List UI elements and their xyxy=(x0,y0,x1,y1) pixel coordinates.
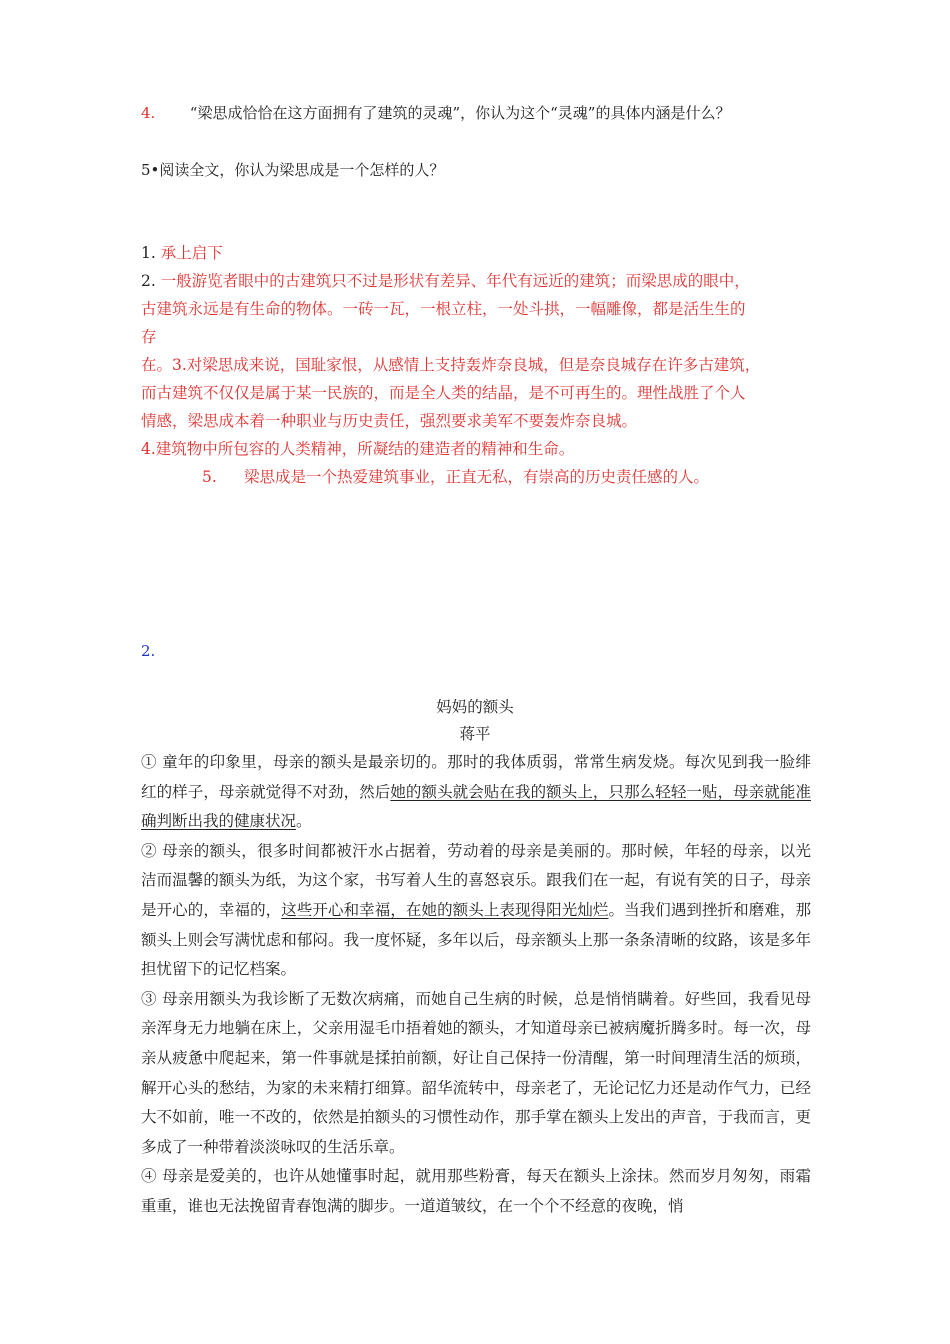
answer-2-line-3: 存 xyxy=(141,328,157,346)
essay-author: 蒋平 xyxy=(459,725,491,743)
section-2-label: 2. xyxy=(141,642,156,660)
answer-1-number: 1. xyxy=(141,244,156,262)
answer-2-number: 2. xyxy=(141,272,156,290)
essay-body xyxy=(141,748,811,1222)
essay-paragraph-1 xyxy=(141,748,811,837)
answer-2-line-1 xyxy=(141,267,750,295)
paragraph-2-end: 。当我们遇到挫折和磨难，那额头上则会写满忧虑和郁闷。我一度怀疑，多年以后，母亲额头上那一条条清晰的纹路，该是多年担忧留下的记忆档案。 xyxy=(141,900,811,979)
answer-5 xyxy=(202,463,709,491)
paragraph-1-end: 。 xyxy=(296,812,312,831)
essay-paragraph-2 xyxy=(141,837,811,985)
answer-5-text: 梁思成是一个热爱建筑事业，正直无私，有崇高的历史责任感的人。 xyxy=(243,468,709,486)
answer-2-text-1: 一般游览者眼中的古建筑只不过是形状有差异、年代有远近的建筑；而梁思成的眼中， xyxy=(160,272,750,290)
paragraph-2-text: ② 母亲的额头，很多时间都被汗水占据着，劳动着的母亲是美丽的。那时候，年轻的母亲，以光洁而温馨的额头为纸，为这个家，书写着人生的喜怒哀乐。跟我们在一起，有说有笑的日子，母亲是开心的，幸福的， xyxy=(141,841,811,919)
essay-title: 妈妈的额头 xyxy=(436,698,514,716)
answer-2-line-2: 古建筑永远是有生命的物体。一砖一瓦，一根立柱，一处斗拱，一幅雕像，都是活生生的 xyxy=(141,300,746,318)
answer-3-line-3: 情感，梁思成本着一种职业与历史责任，强烈要求美军不要轰炸奈良城。 xyxy=(141,412,638,430)
paragraph-1-text: ① 童年的印象里，母亲的额头是最亲切的。那时的我体质弱，常常生病发烧。每次见到我一脸绯红的样子，母亲就觉得不对劲，然后 xyxy=(141,753,811,801)
essay-paragraph-4: ④ 母亲是爱美的，也许从她懂事时起，就用那些粉膏，每天在额头上涂抹。然而岁月匆匆，雨霜重重，谁也无法挽留青春饱满的脚步。一道道皱纹，在一个个不经意的夜晚，悄 xyxy=(141,1167,811,1215)
question-4-text: “梁思成恰恰在这方面拥有了建筑的灵魂”，你认为这个“灵魂”的具体内涵是什么？ xyxy=(189,104,731,122)
answer-5-number: 5. xyxy=(202,468,217,486)
paragraph-1-underlined: 她的额头就会贴在我的额头上，只那么轻轻一贴，母亲就能准确判断出我的健康状况 xyxy=(141,782,811,831)
answer-3-line-1: 在。3.对梁思成来说，国耻家恨，从感情上支持轰炸奈良城，但是奈良城存在许多古建筑， xyxy=(141,356,761,374)
answer-1-text: 承上启下 xyxy=(160,244,223,262)
question-5-text: 5•阅读全文，你认为梁思成是一个怎样的人？ xyxy=(141,161,445,179)
answer-4: 4.建筑物中所包容的人类精神，所凝结的建造者的精神和生命。 xyxy=(141,440,575,458)
essay-paragraph-3: ③ 母亲用额头为我诊断了无数次病痛，而她自己生病的时候，总是悄悄瞒着。好些回，我看见母亲浑身无力地躺在床上，父亲用湿毛巾捂着她的额头，才知道母亲已被病魔折腾多时。每一次，母亲从疲惫中爬起来，第一件事就是揉拍前额，好让自己保持一份清醒，第一时间理清生活的烦琐，解开心头的愁结，为家的未来精打细算。韶华流转中，母亲老了，无论记忆力还是动作气力，已经大不如前，唯一不改的，依然是拍额头的习惯性动作，那手掌在额头上发出的声音，于我而言，更多成了一种带着淡淡咏叹的生活乐章。 xyxy=(141,989,811,1156)
answer-1 xyxy=(141,239,223,267)
question-4 xyxy=(141,102,730,123)
answer-3-line-2: 而古建筑不仅仅是属于某一民族的，而是全人类的结晶，是不可再生的。理性战胜了个人 xyxy=(141,384,746,402)
question-5 xyxy=(141,159,444,180)
paragraph-2-underlined: 这些开心和幸福，在她的额头上表现得阳光灿烂 xyxy=(281,900,609,919)
question-4-number: 4. xyxy=(141,104,156,122)
